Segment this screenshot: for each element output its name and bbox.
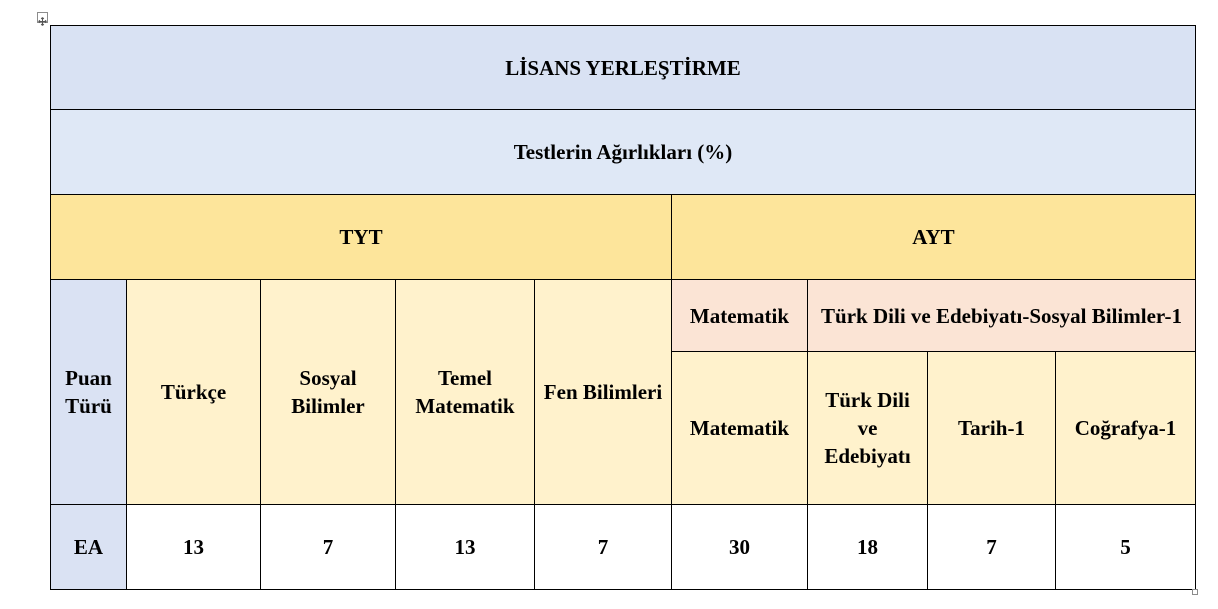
row-label-puan-turu: Puan Türü: [51, 280, 127, 505]
test-header-sosyal-bilimler: Sosyal Bilimler: [261, 280, 396, 505]
test-header-turkce: Türkçe: [127, 280, 261, 505]
table-move-handle-icon[interactable]: [37, 12, 48, 23]
table-title: LİSANS YERLEŞTİRME: [51, 26, 1196, 110]
weight-turkce: 13: [127, 505, 261, 590]
test-header-temel-matematik: Temel Matematik: [396, 280, 535, 505]
move-arrows-icon: [38, 17, 47, 26]
test-header-cografya-1: Coğrafya-1: [1056, 352, 1196, 505]
weight-ayt-matematik: 30: [672, 505, 808, 590]
group-header-tyt: TYT: [51, 195, 672, 280]
test-header-tarih-1: Tarih-1: [928, 352, 1056, 505]
table-subtitle: Testlerin Ağırlıkları (%): [51, 110, 1196, 195]
weight-temel-matematik: 13: [396, 505, 535, 590]
table-resize-handle-icon[interactable]: [1192, 589, 1198, 595]
weight-turk-dili-edebiyati: 18: [808, 505, 928, 590]
puan-turu-value: EA: [51, 505, 127, 590]
weight-cografya-1: 5: [1056, 505, 1196, 590]
ayt-subgroup-matematik: Matematik: [672, 280, 808, 352]
group-header-ayt: AYT: [672, 195, 1196, 280]
test-header-ayt-matematik: Matematik: [672, 352, 808, 505]
ayt-subgroup-turk-sosyal: Türk Dili ve Edebiyatı-Sosyal Bilimler-1: [808, 280, 1196, 352]
weight-fen-bilimleri: 7: [535, 505, 672, 590]
test-header-fen-bilimleri: Fen Bilimleri: [535, 280, 672, 505]
weight-tarih-1: 7: [928, 505, 1056, 590]
weight-sosyal-bilimler: 7: [261, 505, 396, 590]
test-header-turk-dili-edebiyati: Türk Dili ve Edebiyatı: [808, 352, 928, 505]
placement-weights-table: [50, 25, 1196, 590]
